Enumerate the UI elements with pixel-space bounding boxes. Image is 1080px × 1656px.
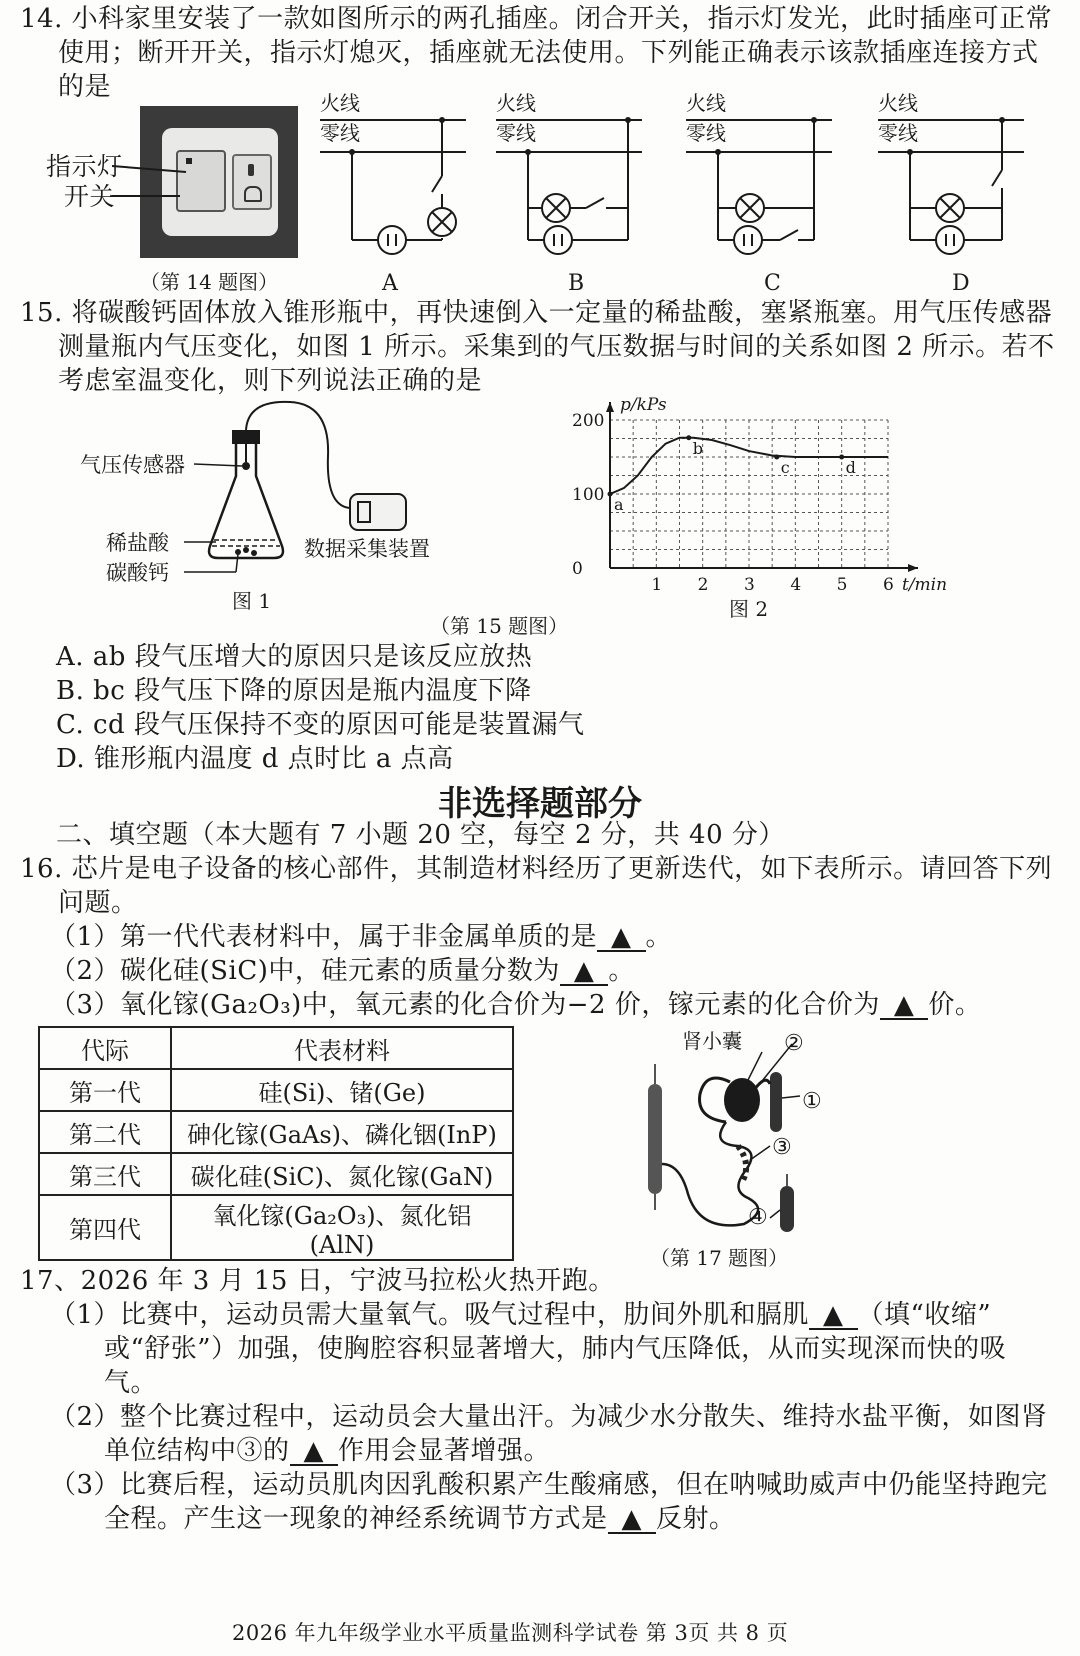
svg-text:②: ② [784, 1031, 804, 1056]
x-axis-label: t/min [902, 575, 948, 595]
y-tick-label: 200 [572, 411, 605, 431]
q15-choice-c: C. cd 段气压保持不变的原因可能是装置漏气 [56, 710, 585, 740]
answer-blank: ▲ [597, 924, 646, 952]
svg-text:B: B [568, 271, 585, 296]
q16-line-2: 问题。 [58, 888, 138, 918]
point-label-a: a [614, 495, 624, 514]
svg-text:火线: 火线 [878, 91, 918, 115]
pressure-time-chart [560, 390, 980, 620]
answer-blank: ▲ [608, 1506, 657, 1534]
svg-text:火线: 火线 [496, 91, 536, 115]
switch-label: 开关 [64, 182, 116, 211]
figure-2-caption: 图 2 [729, 597, 769, 620]
y-tick-label: 100 [572, 485, 605, 505]
svg-text:稀盐酸: 稀盐酸 [106, 531, 169, 555]
circuit-d [876, 88, 1046, 298]
point-a [608, 492, 613, 497]
svg-text:零线: 零线 [320, 121, 360, 145]
q17-sub-3-line-2: 全程。产生这一现象的神经系统调节方式是 ▲ 反射。 [104, 1504, 736, 1534]
svg-text:零线: 零线 [878, 121, 918, 145]
q17-sub-2: （2）整个比赛过程中，运动员会大量出汗。为减少水分散失、维持水盐平衡，如图肾 [50, 1402, 1048, 1432]
table-row: 第一代 硅(Si)、锗(Ge) [39, 1069, 513, 1111]
svg-text:火线: 火线 [686, 91, 726, 115]
svg-text:D: D [952, 271, 970, 296]
q15-choice-d: D. 锥形瓶内温度 d 点时比 a 点高 [56, 744, 454, 774]
circuit-a [318, 88, 488, 298]
q16-sub-3: （3）氧化镓(Ga₂O₃)中，氧元素的化合价为−2 价，镓元素的化合价为 ▲ 价。 [50, 990, 982, 1020]
point-label-c: c [780, 458, 790, 477]
answer-blank: ▲ [560, 958, 609, 986]
q16-sub-1: （1）第一代代表材料中，属于非金属单质的是 ▲ 。 [50, 922, 673, 952]
q17-sub-3: （3）比赛后程，运动员肌肉因乳酸积累产生酸痛感，但在呐喊助威声中仍能坚持跑完 [50, 1470, 1048, 1500]
svg-text:零线: 零线 [686, 121, 726, 145]
svg-text:气压传感器: 气压传感器 [80, 453, 185, 477]
y-tick-label: 0 [572, 559, 583, 579]
q15-caption: （第 15 题图） [430, 614, 569, 638]
circuit-b [494, 88, 664, 298]
q17-intro: 17、2026 年 3 月 15 日，宁波马拉松火热开跑。 [20, 1266, 615, 1296]
svg-text:④: ④ [748, 1205, 768, 1230]
q14-caption: （第 14 题图） [140, 270, 279, 294]
q17-sub-1: （1）比赛中，运动员需大量氧气。吸气过程中，肋间外肌和膈肌 ▲ （填“收缩” [50, 1300, 992, 1330]
y-axis-label: p/kPs [620, 395, 667, 415]
svg-text:C: C [764, 271, 781, 296]
svg-text:数据采集装置: 数据采集装置 [304, 537, 430, 561]
svg-text:A: A [382, 271, 398, 296]
part-2-heading: 二、填空题（本大题有 7 小题 20 空，每空 2 分，共 40 分） [56, 820, 785, 850]
nephron-figure [630, 1014, 860, 1244]
q16-sub-2: （2）碳化硅(SiC)中，硅元素的质量分数为 ▲ 。 [50, 956, 635, 986]
q17-sub-1-line-2: 或“舒张”）加强，使胸腔容积显著增大，肺内气压降低，从而实现深而快的吸 [104, 1334, 1007, 1364]
q15-line-1: 15. 将碳酸钙固体放入锥形瓶中，再快速倒入一定量的稀盐酸，塞紧瓶塞。用气压传感器 [20, 298, 1053, 328]
x-tick-label: 3 [744, 575, 755, 595]
svg-text:③: ③ [772, 1135, 792, 1160]
svg-text:图 1: 图 1 [232, 589, 272, 613]
point-label-b: b [692, 438, 704, 458]
photo-leader-lines [0, 0, 320, 260]
svg-text:火线: 火线 [320, 91, 360, 115]
q15-choice-a: A. ab 段气压增大的原因只是该反应放热 [56, 642, 533, 672]
chip-material-table [38, 1026, 514, 1261]
table-header: 代际 代表材料 [39, 1027, 513, 1069]
x-tick-label: 2 [697, 575, 709, 595]
y-axis-arrow [606, 402, 614, 412]
answer-blank: ▲ [880, 992, 929, 1020]
q14-line-1: 14. 小科家里安装了一款如图所示的两孔插座。闭合开关，指示灯发光，此时插座可正常 [20, 4, 1053, 34]
point-c [774, 455, 779, 460]
svg-text:碳酸钙: 碳酸钙 [106, 561, 169, 585]
svg-text:①: ① [802, 1089, 822, 1114]
answer-blank: ▲ [809, 1302, 858, 1330]
q16-line-1: 16. 芯片是电子设备的核心部件，其制造材料经历了更新迭代，如下表所示。请回答下列 [20, 854, 1053, 884]
x-tick-label: 6 [883, 575, 894, 595]
x-tick-label: 1 [651, 575, 663, 595]
answer-blank: ▲ [290, 1438, 339, 1466]
indicator-label: 指示灯 [46, 152, 123, 181]
svg-text:零线: 零线 [496, 121, 536, 145]
x-tick-label: 5 [836, 575, 848, 595]
q17-sub-1-line-3: 气。 [104, 1368, 158, 1398]
table-row: 第三代 碳化硅(SiC)、氮化镓(GaN) [39, 1153, 513, 1195]
q15-apparatus-figure [60, 396, 500, 616]
q15-choice-b: B. bc 段气压下降的原因是瓶内温度下降 [56, 676, 532, 706]
q15-line-2: 测量瓶内气压变化，如图 1 所示。采集到的气压数据与时间的关系如图 2 所示。若不 [58, 332, 1055, 362]
section-title: 非选择题部分 [438, 784, 642, 824]
point-b [686, 435, 691, 440]
q17-sub-2-line-2: 单位结构中③的 ▲ 作用会显著增强。 [104, 1436, 551, 1466]
q14-line-2: 使用；断开开关，指示灯熄灭，插座就无法使用。下列能正确表示该款插座连接方式 [58, 38, 1039, 68]
x-tick-label: 4 [790, 575, 802, 595]
table-row: 第二代 砷化镓(GaAs)、磷化铟(InP) [39, 1111, 513, 1153]
point-label-d: d [845, 458, 856, 477]
q17-caption: （第 17 题图） [650, 1246, 789, 1270]
point-d [839, 455, 844, 460]
page-footer: 2026 年九年级学业水平质量监测科学试卷 第 3页 共 8 页 [232, 1621, 789, 1645]
x-axis-arrow [908, 564, 918, 572]
circuit-c [684, 88, 854, 298]
svg-text:肾小囊: 肾小囊 [682, 1029, 742, 1053]
table-row: 第四代 氧化镓(Ga₂O₃)、氮化铝(AlN) [39, 1195, 513, 1260]
q15-line-3: 考虑室温变化，则下列说法正确的是 [58, 366, 483, 396]
q14-line-3: 的是 [58, 72, 112, 102]
